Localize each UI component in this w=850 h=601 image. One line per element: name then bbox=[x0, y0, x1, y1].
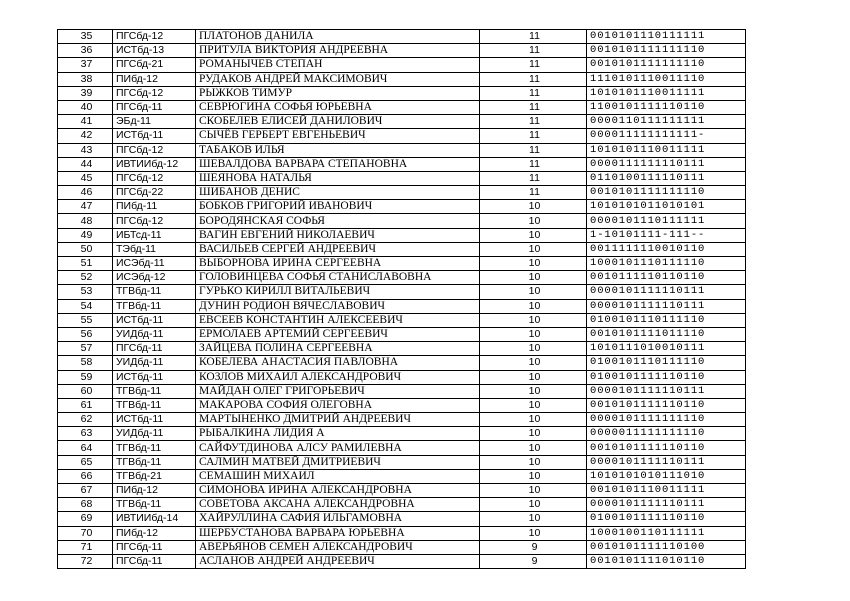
answer-string: 0000101111110111 bbox=[587, 285, 746, 299]
answer-string: 1010101011010101 bbox=[587, 200, 746, 214]
student-name: МАЙДАН ОЛЕГ ГРИГОРЬЕВИЧ bbox=[196, 384, 480, 398]
answer-string: 1010101010111010 bbox=[587, 469, 746, 483]
row-number: 54 bbox=[58, 299, 113, 313]
row-number: 53 bbox=[58, 285, 113, 299]
row-number: 57 bbox=[58, 342, 113, 356]
row-number: 69 bbox=[58, 512, 113, 526]
group-code: ПГСбд-21 bbox=[113, 58, 196, 72]
score: 11 bbox=[480, 44, 587, 58]
table-row bbox=[58, 72, 746, 86]
student-name: ШИБАНОВ ДЕНИС bbox=[196, 186, 480, 200]
score: 9 bbox=[480, 540, 587, 554]
score: 10 bbox=[480, 242, 587, 256]
group-code: ИСТбд-11 bbox=[113, 370, 196, 384]
table-row bbox=[58, 143, 746, 157]
table-row bbox=[58, 186, 746, 200]
answer-string: 0011111110010110 bbox=[587, 242, 746, 256]
group-code: ПГСбд-12 bbox=[113, 214, 196, 228]
student-name: ТАБАКОВ ИЛЬЯ bbox=[196, 143, 480, 157]
row-number: 65 bbox=[58, 455, 113, 469]
score: 10 bbox=[480, 441, 587, 455]
student-name: ШЕРБУСТАНОВА ВАРВАРА ЮРЬЕВНА bbox=[196, 526, 480, 540]
table-row bbox=[58, 469, 746, 483]
score: 10 bbox=[480, 455, 587, 469]
answer-string: 0010101111111110 bbox=[587, 186, 746, 200]
answer-string: 1010101110011111 bbox=[587, 86, 746, 100]
score: 10 bbox=[480, 384, 587, 398]
table-row bbox=[58, 115, 746, 129]
row-number: 44 bbox=[58, 157, 113, 171]
row-number: 63 bbox=[58, 427, 113, 441]
row-number: 64 bbox=[58, 441, 113, 455]
score: 10 bbox=[480, 299, 587, 313]
table-row bbox=[58, 526, 746, 540]
group-code: ПГСбд-11 bbox=[113, 540, 196, 554]
answer-string: 0100101110111110 bbox=[587, 356, 746, 370]
group-code: ТГВбд-11 bbox=[113, 398, 196, 412]
answer-string: 1100101111110110 bbox=[587, 100, 746, 114]
table-row bbox=[58, 512, 746, 526]
score: 10 bbox=[480, 228, 587, 242]
student-name: ВЫБОРНОВА ИРИНА СЕРГЕЕВНА bbox=[196, 257, 480, 271]
student-name: СОВЕТОВА АКСАНА АЛЕКСАНДРОВНА bbox=[196, 498, 480, 512]
group-code: ИБТсд-11 bbox=[113, 228, 196, 242]
group-code: ПИбд-12 bbox=[113, 526, 196, 540]
results-sheet bbox=[57, 29, 745, 569]
score: 10 bbox=[480, 214, 587, 228]
score: 10 bbox=[480, 342, 587, 356]
row-number: 39 bbox=[58, 86, 113, 100]
student-name: ХАЙРУЛЛИНА САФИЯ ИЛЬГАМОВНА bbox=[196, 512, 480, 526]
student-name: САЛМИН МАТВЕЙ ДМИТРИЕВИЧ bbox=[196, 455, 480, 469]
table-row bbox=[58, 554, 746, 568]
score: 10 bbox=[480, 484, 587, 498]
score: 11 bbox=[480, 171, 587, 185]
answer-string: 0100101110111110 bbox=[587, 313, 746, 327]
table-row bbox=[58, 86, 746, 100]
answer-string: 1110101110011110 bbox=[587, 72, 746, 86]
answer-string: 0100101111110110 bbox=[587, 512, 746, 526]
table-row bbox=[58, 285, 746, 299]
group-code: ТГВбд-11 bbox=[113, 455, 196, 469]
group-code: ПИбд-12 bbox=[113, 484, 196, 498]
score: 11 bbox=[480, 72, 587, 86]
table-row bbox=[58, 100, 746, 114]
group-code: УИДбд-11 bbox=[113, 327, 196, 341]
answer-string: 0110100111110111 bbox=[587, 171, 746, 185]
student-name: САЙФУТДИНОВА АЛСУ РАМИЛЕВНА bbox=[196, 441, 480, 455]
row-number: 71 bbox=[58, 540, 113, 554]
student-name: КОЗЛОВ МИХАИЛ АЛЕКСАНДРОВИЧ bbox=[196, 370, 480, 384]
row-number: 52 bbox=[58, 271, 113, 285]
table-row bbox=[58, 413, 746, 427]
score: 11 bbox=[480, 86, 587, 100]
row-number: 48 bbox=[58, 214, 113, 228]
answer-string: 0010111110110110 bbox=[587, 271, 746, 285]
score: 11 bbox=[480, 58, 587, 72]
score: 10 bbox=[480, 313, 587, 327]
table-row bbox=[58, 171, 746, 185]
answer-string: 0000101111110111 bbox=[587, 498, 746, 512]
answer-string: 0010101111011110 bbox=[587, 327, 746, 341]
row-number: 55 bbox=[58, 313, 113, 327]
group-code: ТГВбд-11 bbox=[113, 498, 196, 512]
group-code: ИСТбд-11 bbox=[113, 313, 196, 327]
group-code: ПГСбд-11 bbox=[113, 554, 196, 568]
group-code: ИСЭбд-12 bbox=[113, 271, 196, 285]
student-name: АСЛАНОВ АНДРЕЙ АНДРЕЕВИЧ bbox=[196, 554, 480, 568]
score: 9 bbox=[480, 554, 587, 568]
answer-string: 0000101111110111 bbox=[587, 455, 746, 469]
group-code: ПГСбд-12 bbox=[113, 171, 196, 185]
group-code: ИСТбд-13 bbox=[113, 44, 196, 58]
student-name: БОРОДЯНСКАЯ СОФЬЯ bbox=[196, 214, 480, 228]
score: 11 bbox=[480, 115, 587, 129]
row-number: 45 bbox=[58, 171, 113, 185]
table-row bbox=[58, 214, 746, 228]
group-code: ИСТбд-11 bbox=[113, 413, 196, 427]
row-number: 70 bbox=[58, 526, 113, 540]
group-code: ИВТИИбд-14 bbox=[113, 512, 196, 526]
table-row bbox=[58, 370, 746, 384]
group-code: УИДбд-11 bbox=[113, 427, 196, 441]
group-code: ПГСбд-11 bbox=[113, 342, 196, 356]
student-name: ВАСИЛЬЕВ СЕРГЕЙ АНДРЕЕВИЧ bbox=[196, 242, 480, 256]
table-row bbox=[58, 384, 746, 398]
score: 10 bbox=[480, 370, 587, 384]
student-name: РЫЖКОВ ТИМУР bbox=[196, 86, 480, 100]
answer-string: 0010101110111111 bbox=[587, 30, 746, 44]
answer-string: 000011111111111- bbox=[587, 129, 746, 143]
group-code: ПИбд-11 bbox=[113, 200, 196, 214]
row-number: 49 bbox=[58, 228, 113, 242]
table-row bbox=[58, 299, 746, 313]
group-code: ТГВбд-11 bbox=[113, 285, 196, 299]
score: 10 bbox=[480, 413, 587, 427]
answer-string: 1010101110011111 bbox=[587, 143, 746, 157]
results-table bbox=[57, 29, 746, 569]
score: 10 bbox=[480, 200, 587, 214]
group-code: ТГВбд-11 bbox=[113, 441, 196, 455]
row-number: 37 bbox=[58, 58, 113, 72]
score: 11 bbox=[480, 129, 587, 143]
row-number: 62 bbox=[58, 413, 113, 427]
score: 10 bbox=[480, 271, 587, 285]
row-number: 47 bbox=[58, 200, 113, 214]
answer-string: 0000011111111110 bbox=[587, 427, 746, 441]
group-code: ПГСбд-22 bbox=[113, 186, 196, 200]
row-number: 41 bbox=[58, 115, 113, 129]
student-name: СЕВРЮГИНА СОФЬЯ ЮРЬЕВНА bbox=[196, 100, 480, 114]
table-row bbox=[58, 157, 746, 171]
score: 10 bbox=[480, 285, 587, 299]
answer-string: 1000100110111111 bbox=[587, 526, 746, 540]
row-number: 60 bbox=[58, 384, 113, 398]
table-row bbox=[58, 228, 746, 242]
score: 10 bbox=[480, 498, 587, 512]
student-name: ЗАЙЦЕВА ПОЛИНА СЕРГЕЕВНА bbox=[196, 342, 480, 356]
answer-string: 0100101111110110 bbox=[587, 370, 746, 384]
table-row bbox=[58, 313, 746, 327]
row-number: 58 bbox=[58, 356, 113, 370]
answer-string: 0010101111110110 bbox=[587, 441, 746, 455]
group-code: ПГСбд-12 bbox=[113, 143, 196, 157]
student-name: ЕРМОЛАЕВ АРТЕМИЙ СЕРГЕЕВИЧ bbox=[196, 327, 480, 341]
score: 10 bbox=[480, 398, 587, 412]
row-number: 59 bbox=[58, 370, 113, 384]
score: 11 bbox=[480, 157, 587, 171]
student-name: МАРТЫНЕНКО ДМИТРИЙ АНДРЕЕВИЧ bbox=[196, 413, 480, 427]
table-row bbox=[58, 441, 746, 455]
score: 11 bbox=[480, 186, 587, 200]
score: 10 bbox=[480, 257, 587, 271]
score: 10 bbox=[480, 512, 587, 526]
row-number: 36 bbox=[58, 44, 113, 58]
group-code: УИДбд-11 bbox=[113, 356, 196, 370]
answer-string: 0000101111111110 bbox=[587, 413, 746, 427]
student-name: СКОБЕЛЕВ ЕЛИСЕЙ ДАНИЛОВИЧ bbox=[196, 115, 480, 129]
table-row bbox=[58, 356, 746, 370]
group-code: ТЭбд-11 bbox=[113, 242, 196, 256]
student-name: РУДАКОВ АНДРЕЙ МАКСИМОВИЧ bbox=[196, 72, 480, 86]
row-number: 46 bbox=[58, 186, 113, 200]
student-name: ГОЛОВИНЦЕВА СОФЬЯ СТАНИСЛАВОВНА bbox=[196, 271, 480, 285]
score: 10 bbox=[480, 526, 587, 540]
student-name: ШЕВАЛДОВА ВАРВАРА СТЕПАНОВНА bbox=[196, 157, 480, 171]
table-row bbox=[58, 540, 746, 554]
table-row bbox=[58, 427, 746, 441]
row-number: 66 bbox=[58, 469, 113, 483]
answer-string: 1010111010010111 bbox=[587, 342, 746, 356]
answer-string: 0000101111110111 bbox=[587, 384, 746, 398]
student-name: ГУРЬКО КИРИЛЛ ВИТАЛЬЕВИЧ bbox=[196, 285, 480, 299]
answer-string: 0010101110011111 bbox=[587, 484, 746, 498]
student-name: РОМАНЫЧЕВ СТЕПАН bbox=[196, 58, 480, 72]
group-code: ИСЭбд-11 bbox=[113, 257, 196, 271]
student-name: МАКАРОВА СОФИЯ ОЛЕГОВНА bbox=[196, 398, 480, 412]
table-row bbox=[58, 30, 746, 44]
group-code: ТГВбд-11 bbox=[113, 299, 196, 313]
answer-string: 0010101111010110 bbox=[587, 554, 746, 568]
student-name: БОБКОВ ГРИГОРИЙ ИВАНОВИЧ bbox=[196, 200, 480, 214]
score: 10 bbox=[480, 469, 587, 483]
row-number: 35 bbox=[58, 30, 113, 44]
student-name: СЫЧЁВ ГЕРБЕРТ ЕВГЕНЬЕВИЧ bbox=[196, 129, 480, 143]
score: 11 bbox=[480, 100, 587, 114]
answer-string: 0010101111110100 bbox=[587, 540, 746, 554]
answer-string: 0000110111111111 bbox=[587, 115, 746, 129]
row-number: 40 bbox=[58, 100, 113, 114]
row-number: 68 bbox=[58, 498, 113, 512]
table-row bbox=[58, 257, 746, 271]
student-name: КОБЕЛЕВА АНАСТАСИЯ ПАВЛОВНА bbox=[196, 356, 480, 370]
table-row bbox=[58, 58, 746, 72]
group-code: ТГВбд-11 bbox=[113, 384, 196, 398]
table-row bbox=[58, 398, 746, 412]
student-name: АВЕРЬЯНОВ СЕМЕН АЛЕКСАНДРОВИЧ bbox=[196, 540, 480, 554]
group-code: ИСТбд-11 bbox=[113, 129, 196, 143]
table-row bbox=[58, 484, 746, 498]
student-name: ПРИТУЛА ВИКТОРИЯ АНДРЕЕВНА bbox=[196, 44, 480, 58]
group-code: ПГСбд-11 bbox=[113, 100, 196, 114]
score: 10 bbox=[480, 327, 587, 341]
row-number: 50 bbox=[58, 242, 113, 256]
student-name: ДУНИН РОДИОН ВЯЧЕСЛАВОВИЧ bbox=[196, 299, 480, 313]
table-row bbox=[58, 44, 746, 58]
answer-string: 0010101111111110 bbox=[587, 58, 746, 72]
table-row bbox=[58, 498, 746, 512]
answer-string: 0010101111110110 bbox=[587, 398, 746, 412]
group-code: ЭБд-11 bbox=[113, 115, 196, 129]
row-number: 56 bbox=[58, 327, 113, 341]
score: 11 bbox=[480, 143, 587, 157]
results-table-body bbox=[58, 30, 746, 569]
student-name: ПЛАТОНОВ ДАНИЛА bbox=[196, 30, 480, 44]
answer-string: 0000111111110111 bbox=[587, 157, 746, 171]
score: 11 bbox=[480, 30, 587, 44]
answer-string: 1000101110111110 bbox=[587, 257, 746, 271]
student-name: РЫБАЛКИНА ЛИДИЯ А bbox=[196, 427, 480, 441]
row-number: 42 bbox=[58, 129, 113, 143]
group-code: ПГСбд-12 bbox=[113, 30, 196, 44]
table-row bbox=[58, 200, 746, 214]
row-number: 61 bbox=[58, 398, 113, 412]
row-number: 67 bbox=[58, 484, 113, 498]
table-row bbox=[58, 455, 746, 469]
score: 10 bbox=[480, 356, 587, 370]
group-code: ИВТИИбд-12 bbox=[113, 157, 196, 171]
row-number: 43 bbox=[58, 143, 113, 157]
answer-string: 0000101111110111 bbox=[587, 299, 746, 313]
table-row bbox=[58, 242, 746, 256]
row-number: 51 bbox=[58, 257, 113, 271]
table-row bbox=[58, 327, 746, 341]
answer-string: 0000101110111111 bbox=[587, 214, 746, 228]
student-name: СЕМАШИН МИХАИЛ bbox=[196, 469, 480, 483]
student-name: ШЕЯНОВА НАТАЛЬЯ bbox=[196, 171, 480, 185]
table-row bbox=[58, 271, 746, 285]
answer-string: 1-10101111-111-- bbox=[587, 228, 746, 242]
answer-string: 0010101111111110 bbox=[587, 44, 746, 58]
student-name: СИМОНОВА ИРИНА АЛЕКСАНДРОВНА bbox=[196, 484, 480, 498]
student-name: ВАГИН ЕВГЕНИЙ НИКОЛАЕВИЧ bbox=[196, 228, 480, 242]
table-row bbox=[58, 342, 746, 356]
student-name: ЕВСЕЕВ КОНСТАНТИН АЛЕКСЕЕВИЧ bbox=[196, 313, 480, 327]
table-row bbox=[58, 129, 746, 143]
row-number: 72 bbox=[58, 554, 113, 568]
row-number: 38 bbox=[58, 72, 113, 86]
score: 10 bbox=[480, 427, 587, 441]
group-code: ПИбд-12 bbox=[113, 72, 196, 86]
group-code: ПГСбд-12 bbox=[113, 86, 196, 100]
group-code: ТГВбд-21 bbox=[113, 469, 196, 483]
